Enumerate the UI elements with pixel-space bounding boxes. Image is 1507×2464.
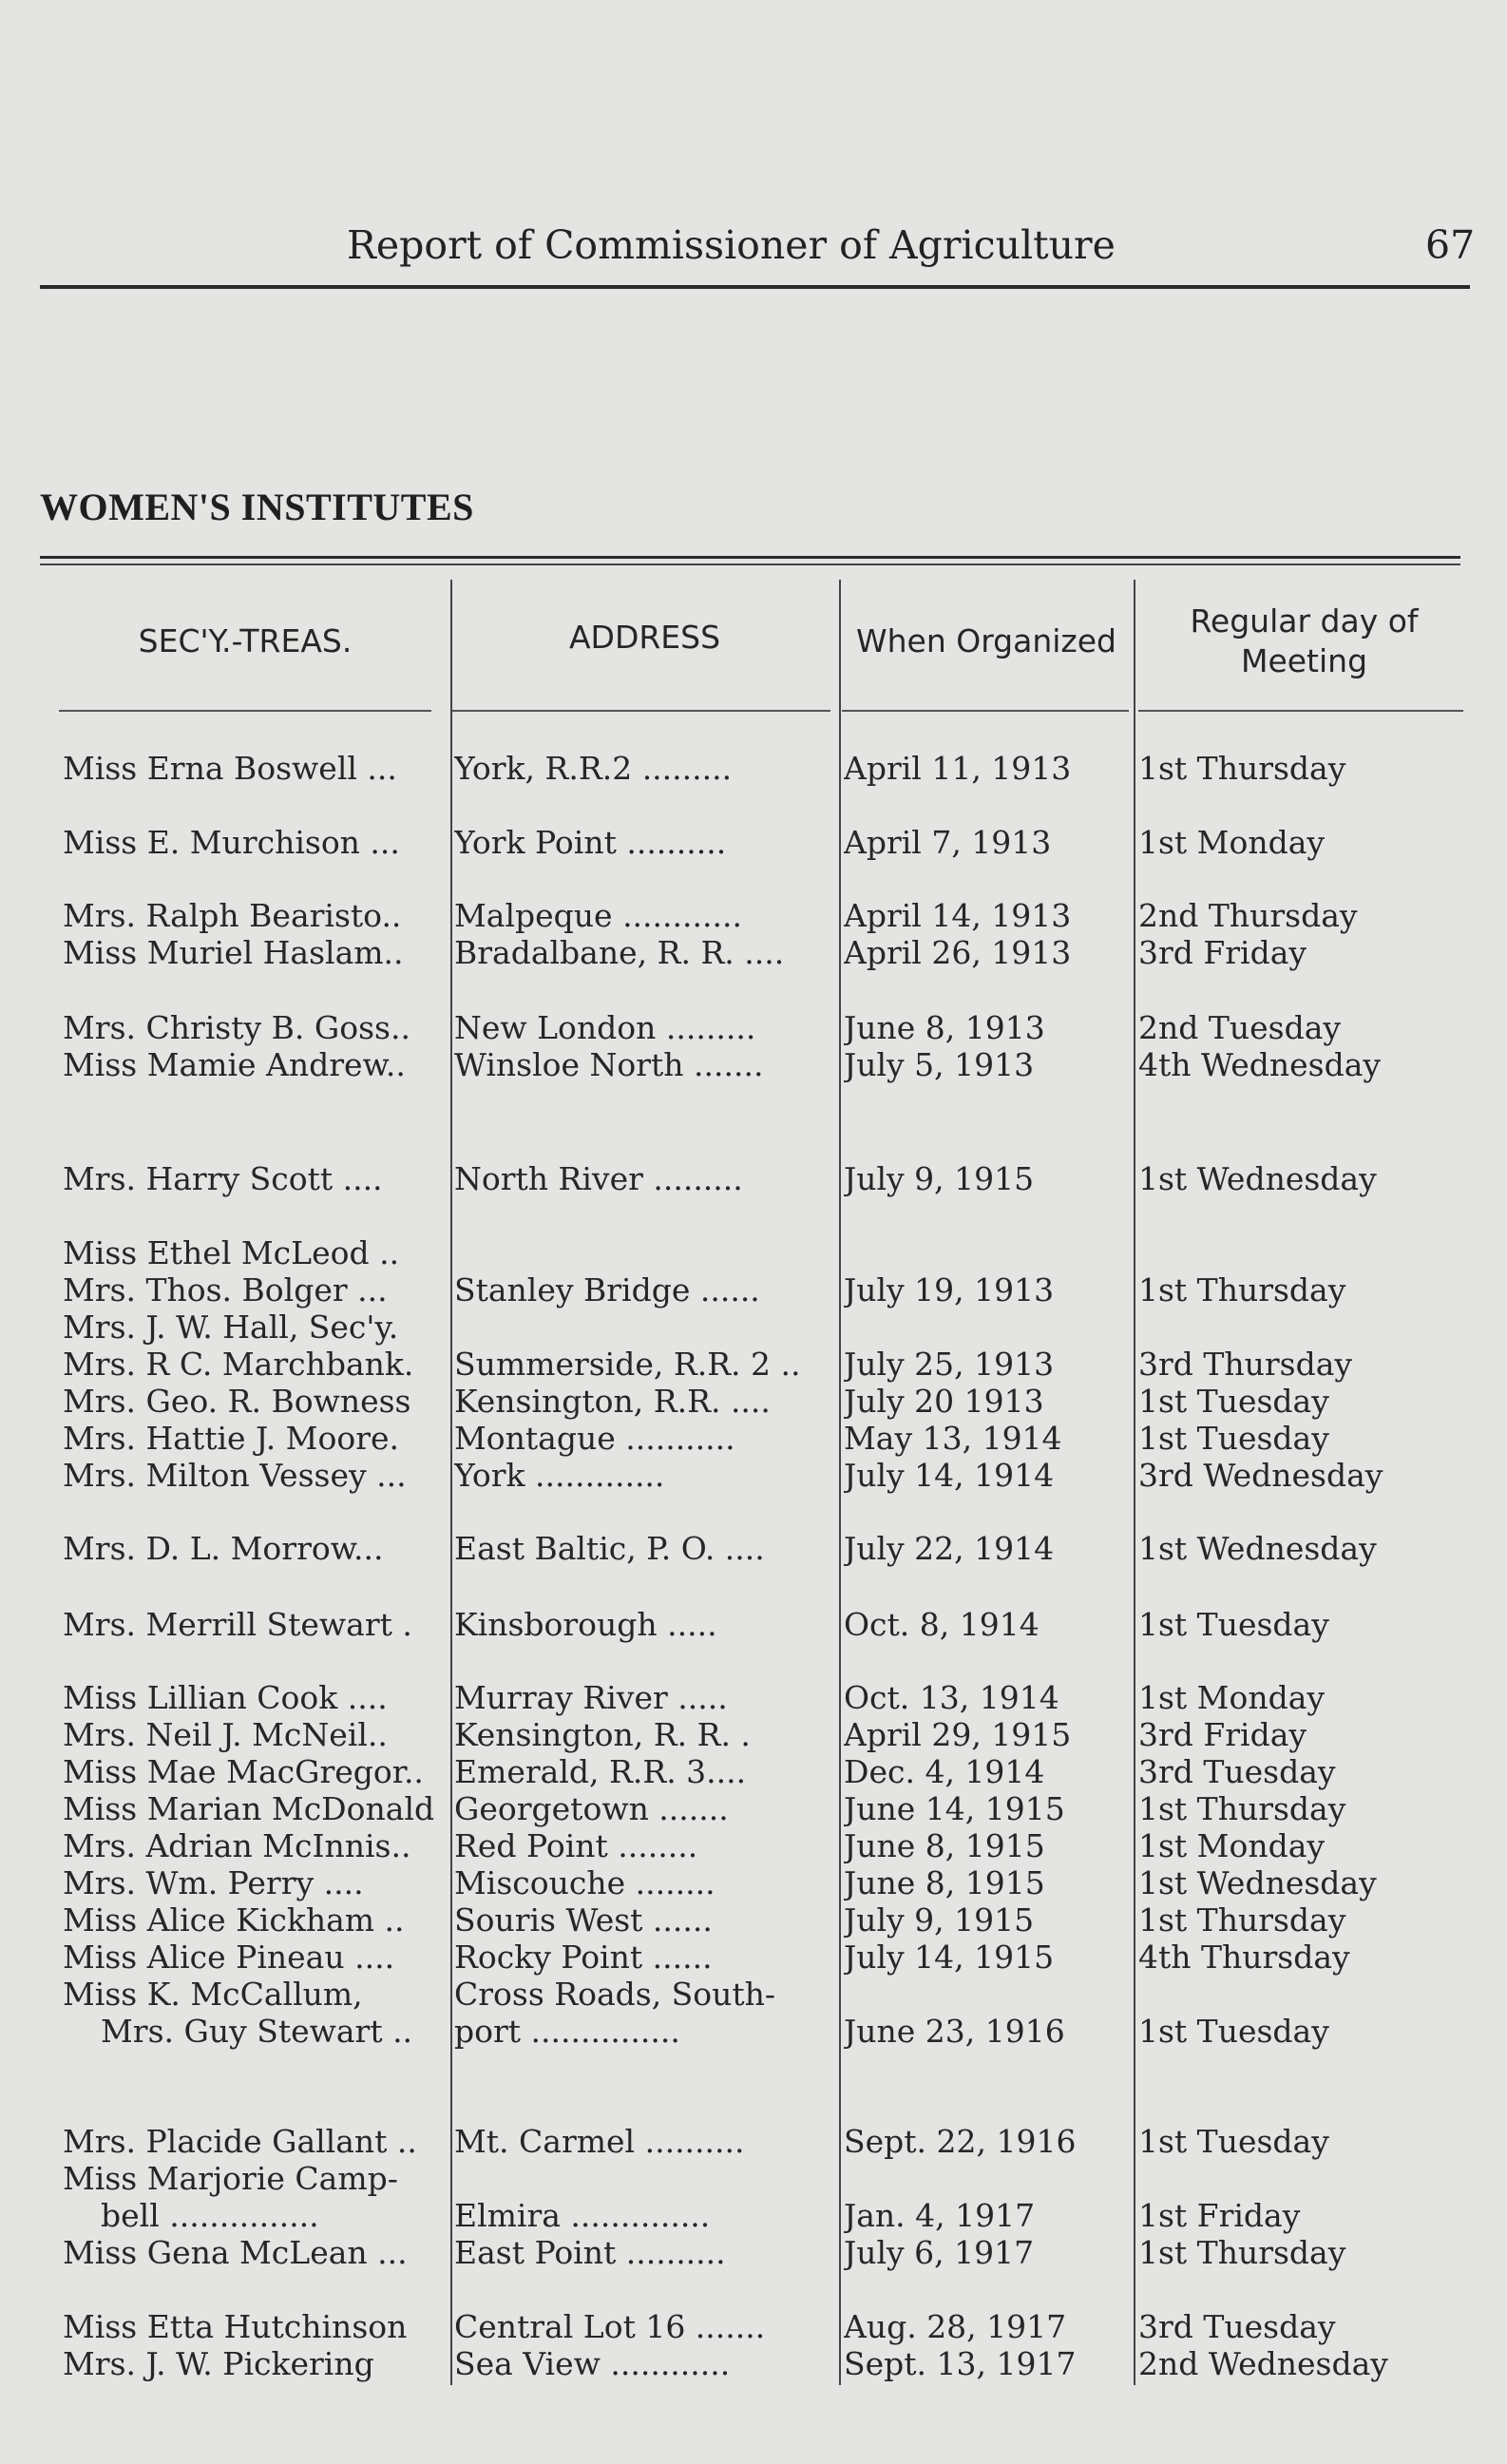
cell-meeting-day: 1st Monday bbox=[1138, 1828, 1326, 1864]
cell-secretary: Mrs. Geo. R. Bowness bbox=[63, 1384, 411, 1420]
cell-organized: July 20 1913 bbox=[844, 1384, 1044, 1420]
cell-address: Kensington, R. R. . bbox=[454, 1717, 751, 1753]
cell-address: Miscouche ........ bbox=[454, 1865, 715, 1901]
cell-address: Bradalbane, R. R. .... bbox=[454, 935, 785, 971]
cell-address: York ............. bbox=[454, 1458, 665, 1494]
cell-secretary: Mrs. J. W. Pickering bbox=[63, 2346, 374, 2382]
column-header-address: ADDRESS bbox=[568, 619, 721, 656]
cell-meeting-day: 2nd Thursday bbox=[1138, 898, 1358, 934]
cell-meeting-day: 1st Wednesday bbox=[1138, 1161, 1377, 1197]
cell-address: Stanley Bridge ...... bbox=[454, 1272, 760, 1308]
cell-secretary: Miss Alice Kickham .. bbox=[63, 1902, 405, 1939]
cell-meeting-day: 2nd Wednesday bbox=[1138, 2346, 1388, 2382]
cell-meeting-day: 1st Monday bbox=[1138, 825, 1326, 861]
cell-meeting-day: 3rd Tuesday bbox=[1138, 1754, 1336, 1790]
cell-secretary: Mrs. Milton Vessey ... bbox=[63, 1458, 407, 1494]
cell-meeting-day: 1st Monday bbox=[1138, 1680, 1326, 1716]
cell-meeting-day: 3rd Thursday bbox=[1138, 1347, 1353, 1383]
cell-organized: June 8, 1915 bbox=[844, 1865, 1045, 1901]
cell-secretary: Miss Marjorie Camp- bbox=[63, 2161, 398, 2197]
cell-organized: Dec. 4, 1914 bbox=[844, 1754, 1045, 1790]
cell-secretary: Miss Ethel McLeod .. bbox=[63, 1235, 400, 1271]
cell-secretary: Miss Erna Boswell ... bbox=[63, 751, 397, 787]
column-header-organized: When Organized bbox=[855, 622, 1117, 659]
cell-address: Red Point ........ bbox=[454, 1828, 698, 1864]
cell-secretary: Mrs. Harry Scott .... bbox=[63, 1161, 383, 1197]
cell-organized: Aug. 28, 1917 bbox=[844, 2309, 1067, 2345]
cell-address: Georgetown ....... bbox=[454, 1791, 729, 1827]
cell-meeting-day: 1st Tuesday bbox=[1138, 2014, 1329, 2050]
column-divider-2 bbox=[839, 580, 841, 2385]
cell-secretary: Miss E. Murchison ... bbox=[63, 825, 400, 861]
cell-address: Sea View ............ bbox=[454, 2346, 731, 2382]
section-title: WOMEN'S INSTITUTES bbox=[40, 486, 474, 528]
cell-meeting-day: 1st Tuesday bbox=[1138, 1421, 1329, 1457]
cell-organized: July 9, 1915 bbox=[844, 1161, 1035, 1197]
page-number: 67 bbox=[1425, 222, 1476, 268]
column-header-meeting-line1: Regular day of bbox=[1190, 602, 1419, 640]
cell-meeting-day: 1st Wednesday bbox=[1138, 1531, 1377, 1567]
cell-secretary: Mrs. Ralph Bearisto.. bbox=[63, 898, 402, 934]
cell-meeting-day: 3rd Tuesday bbox=[1138, 2309, 1336, 2345]
cell-meeting-day: 1st Thursday bbox=[1138, 1902, 1346, 1939]
cell-address: York, R.R.2 ......... bbox=[454, 751, 733, 787]
cell-address: Montague ........... bbox=[454, 1421, 735, 1457]
cell-secretary: Miss Mamie Andrew.. bbox=[63, 1047, 406, 1083]
cell-meeting-day: 1st Tuesday bbox=[1138, 2124, 1329, 2160]
cell-secretary: Mrs. Wm. Perry .... bbox=[63, 1865, 364, 1901]
cell-meeting-day: 1st Thursday bbox=[1138, 1272, 1346, 1308]
cell-organized: June 23, 1916 bbox=[844, 2014, 1065, 2050]
cell-meeting-day: 1st Tuesday bbox=[1138, 1384, 1329, 1420]
cell-meeting-day: 1st Thursday bbox=[1138, 751, 1346, 787]
column-header-secretary: SEC'Y.-TREAS. bbox=[138, 622, 353, 659]
cell-organized: July 5, 1913 bbox=[844, 1047, 1035, 1083]
header-divider-3 bbox=[842, 710, 1129, 712]
cell-address: Murray River ..... bbox=[454, 1680, 728, 1716]
header-divider-1 bbox=[59, 710, 431, 712]
cell-meeting-day: 3rd Wednesday bbox=[1138, 1458, 1383, 1494]
header-divider-4 bbox=[1138, 710, 1463, 712]
cell-meeting-day: 1st Thursday bbox=[1138, 1791, 1346, 1827]
cell-organized: Oct. 8, 1914 bbox=[844, 1607, 1040, 1643]
cell-address: York Point .......... bbox=[454, 825, 727, 861]
cell-meeting-day: 4th Wednesday bbox=[1138, 1047, 1382, 1083]
cell-organized: Oct. 13, 1914 bbox=[844, 1680, 1059, 1716]
cell-address: North River ......... bbox=[454, 1161, 743, 1197]
cell-address: Mt. Carmel .......... bbox=[454, 2124, 745, 2160]
cell-address: Central Lot 16 ....... bbox=[454, 2309, 766, 2345]
cell-address: port ............... bbox=[454, 2014, 680, 2050]
cell-secretary: Mrs. Placide Gallant .. bbox=[63, 2124, 417, 2160]
cell-organized: Sept. 22, 1916 bbox=[844, 2124, 1077, 2160]
header-divider-2 bbox=[452, 710, 830, 712]
cell-meeting-day: 3rd Friday bbox=[1138, 1717, 1307, 1753]
cell-organized: April 14, 1913 bbox=[844, 898, 1072, 934]
cell-organized: June 8, 1913 bbox=[844, 1010, 1045, 1046]
cell-address: Malpeque ............ bbox=[454, 898, 742, 934]
cell-secretary: Miss Etta Hutchinson bbox=[63, 2309, 408, 2345]
cell-secretary: Mrs. Neil J. McNeil.. bbox=[63, 1717, 388, 1753]
column-header-meeting-line2: Meeting bbox=[1240, 642, 1368, 679]
header-rule bbox=[40, 285, 1470, 289]
cell-organized: June 8, 1915 bbox=[844, 1828, 1045, 1864]
section-rule-bottom bbox=[40, 563, 1460, 565]
cell-organized: July 25, 1913 bbox=[844, 1347, 1055, 1383]
cell-organized: July 19, 1913 bbox=[844, 1272, 1055, 1308]
cell-meeting-day: 1st Tuesday bbox=[1138, 1607, 1329, 1643]
column-divider-1 bbox=[450, 580, 452, 2385]
cell-address: East Point .......... bbox=[454, 2235, 726, 2271]
cell-organized: July 9, 1915 bbox=[844, 1902, 1035, 1939]
cell-secretary: Mrs. J. W. Hall, Sec'y. bbox=[63, 1309, 399, 1346]
cell-secretary: Miss K. McCallum, bbox=[63, 1977, 363, 2013]
cell-address: Winsloe North ....... bbox=[454, 1047, 764, 1083]
cell-organized: June 14, 1915 bbox=[844, 1791, 1065, 1827]
cell-address: Rocky Point ...... bbox=[454, 1939, 713, 1976]
cell-address: Cross Roads, South- bbox=[454, 1977, 776, 2013]
cell-organized: May 13, 1914 bbox=[844, 1421, 1062, 1457]
cell-secretary: Mrs. R C. Marchbank. bbox=[63, 1347, 414, 1383]
cell-organized: April 11, 1913 bbox=[844, 751, 1072, 787]
cell-secretary: Mrs. Hattie J. Moore. bbox=[63, 1421, 399, 1457]
cell-secretary: Miss Marian McDonald bbox=[63, 1791, 435, 1827]
cell-address: East Baltic, P. O. .... bbox=[454, 1531, 765, 1567]
cell-secretary: Mrs. Guy Stewart .. bbox=[101, 2014, 413, 2050]
running-header bbox=[0, 222, 1507, 279]
cell-organized: Jan. 4, 1917 bbox=[844, 2198, 1036, 2234]
cell-meeting-day: 1st Thursday bbox=[1138, 2235, 1346, 2271]
cell-organized: July 22, 1914 bbox=[844, 1531, 1055, 1567]
cell-secretary: Mrs. D. L. Morrow... bbox=[63, 1531, 384, 1567]
cell-address: Souris West ...... bbox=[454, 1902, 713, 1939]
cell-address: Kensington, R.R. .... bbox=[454, 1384, 771, 1420]
cell-meeting-day: 4th Thursday bbox=[1138, 1939, 1350, 1976]
cell-organized: July 14, 1914 bbox=[844, 1458, 1055, 1494]
cell-secretary: Mrs. Christy B. Goss.. bbox=[63, 1010, 410, 1046]
cell-meeting-day: 3rd Friday bbox=[1138, 935, 1307, 971]
cell-secretary: Miss Alice Pineau .... bbox=[63, 1939, 395, 1976]
cell-organized: April 26, 1913 bbox=[844, 935, 1072, 971]
cell-address: Summerside, R.R. 2 .. bbox=[454, 1347, 801, 1383]
cell-meeting-day: 2nd Tuesday bbox=[1138, 1010, 1342, 1046]
cell-secretary: Miss Gena McLean ... bbox=[63, 2235, 408, 2271]
cell-organized: April 29, 1915 bbox=[844, 1717, 1072, 1753]
cell-secretary: Miss Muriel Haslam.. bbox=[63, 935, 404, 971]
cell-organized: July 14, 1915 bbox=[844, 1939, 1055, 1976]
cell-secretary: Miss Mae MacGregor.. bbox=[63, 1754, 424, 1790]
cell-secretary: bell ............... bbox=[101, 2198, 319, 2234]
cell-address: New London ......... bbox=[454, 1010, 756, 1046]
cell-secretary: Miss Lillian Cook .... bbox=[63, 1680, 388, 1716]
section-rule-top bbox=[40, 556, 1460, 559]
cell-meeting-day: 1st Wednesday bbox=[1138, 1865, 1377, 1901]
column-divider-3 bbox=[1134, 580, 1135, 2385]
cell-organized: July 6, 1917 bbox=[844, 2235, 1035, 2271]
cell-secretary: Mrs. Thos. Bolger ... bbox=[63, 1272, 388, 1308]
cell-secretary: Mrs. Merrill Stewart . bbox=[63, 1607, 412, 1643]
cell-address: Emerald, R.R. 3.... bbox=[454, 1754, 747, 1790]
cell-organized: Sept. 13, 1917 bbox=[844, 2346, 1077, 2382]
cell-address: Kinsborough ..... bbox=[454, 1607, 717, 1643]
cell-organized: April 7, 1913 bbox=[844, 825, 1052, 861]
cell-secretary: Mrs. Adrian McInnis.. bbox=[63, 1828, 411, 1864]
cell-meeting-day: 1st Friday bbox=[1138, 2198, 1301, 2234]
running-header-title: Report of Commissioner of Agriculture bbox=[347, 222, 1116, 268]
cell-address: Elmira .............. bbox=[454, 2198, 711, 2234]
